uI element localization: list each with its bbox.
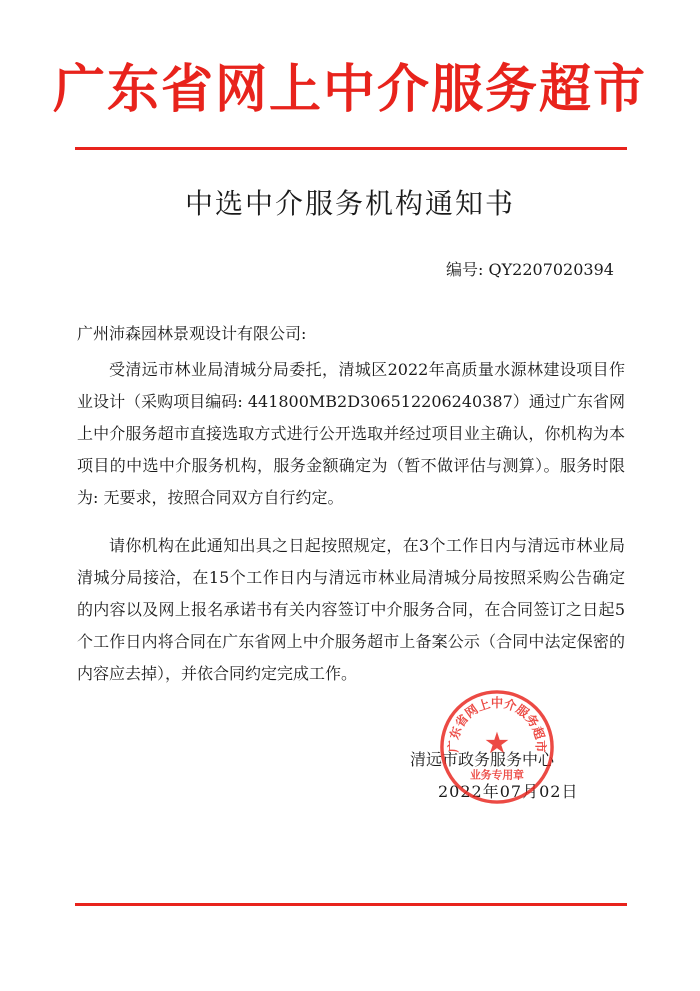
header-divider [75, 147, 627, 150]
seal-center-text: 业务专用章 [470, 768, 524, 782]
salutation: 广州沛森园林景观设计有限公司: [77, 324, 307, 343]
document-number: 编号: QY2207020394 [446, 260, 614, 279]
body-paragraph-2: 请你机构在此通知出具之日起按照规定，在3个工作日内与清远市林业局清城分局接洽，在15个工作日内与清远市林业局清城分局按照采购公告确定的内容以及网上报名承诺书有关内容签订中介服务合同，在合同签订之日起5个工作日内将合同在广东省网上中介服务超市上备案公示（合同中法定保密的内容应去掉），并依合同约定完成工作。 [77, 536, 625, 683]
header-title: 广东省网上中介服务超市 [52, 60, 647, 120]
seal-ring-text: 广东省网上中介服务超市 [446, 696, 548, 753]
official-seal [438, 688, 556, 806]
body-paragraph-1: 受清远市林业局清城分局委托，清城区2022年高质量水源林建设项目作业设计（采购项目编码: 441800MB2D306512206240387）通过广东省网上中介服务超市直接选取方式进行公开选取并经过项目业主确认，你机构为本项目的中选中介服务机构，服务金额确定为（暂不做评估与测算）。服务时限为: 无要求，按照合同双方自行约定。 [77, 360, 625, 507]
footer-divider [75, 903, 627, 906]
issue-date: 2022年07月02日 [438, 782, 579, 801]
seal-star-icon: ★ [483, 725, 511, 760]
issuer-name: 清远市政务服务中心 [410, 750, 555, 769]
document-title: 中选中介服务机构通知书 [184, 187, 515, 220]
